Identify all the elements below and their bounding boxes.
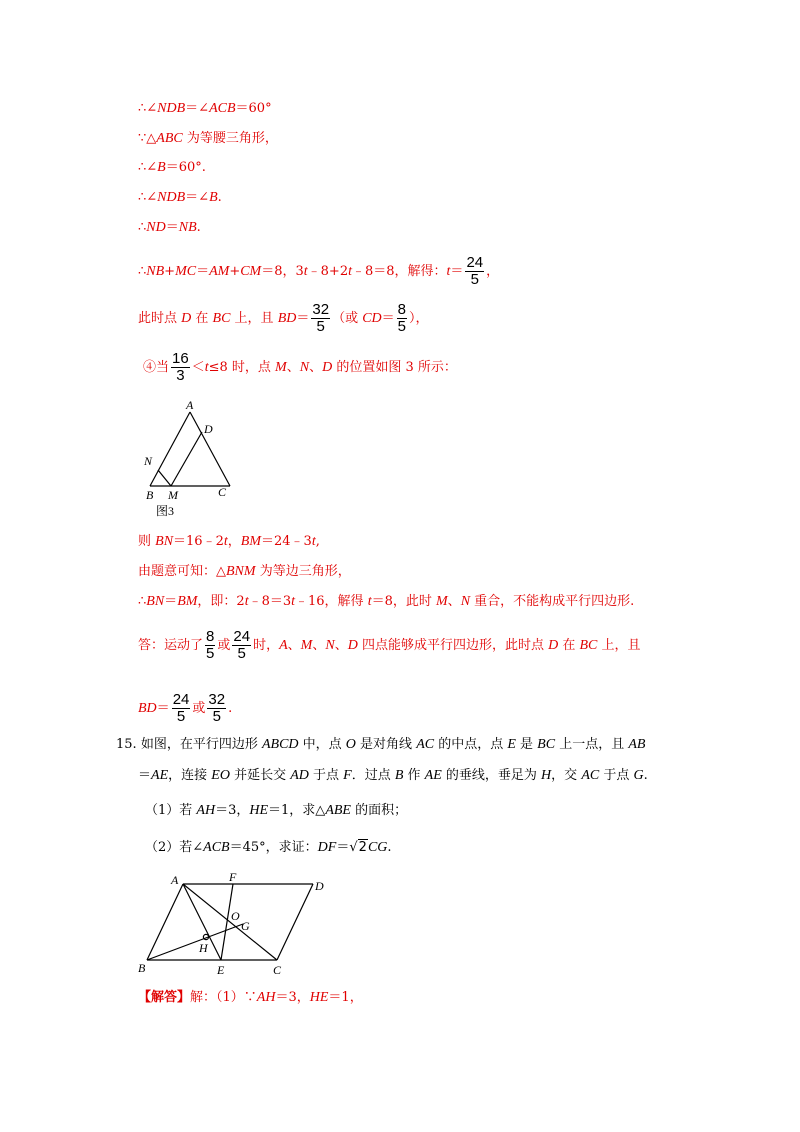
solution-line-6: ∴NB+MC＝AM+CM＝8，3t﹣8+2t﹣8＝8，解得：t＝ $\frac{24}{5}$ ， — [138, 254, 500, 288]
solution-line-8: ④当 $\frac{16}{3}$ ＜t≤8 时，点 M、N、D 的位置如图 3 所示： — [143, 350, 457, 384]
answer-line: 【解答】解：（1）∵AH＝3，HE＝1， — [138, 990, 363, 1005]
label-g: G — [241, 919, 250, 933]
solution-line-13: BD＝ $\frac{24}{5}$ 或 $\frac{32}{5}$ . — [138, 691, 233, 725]
segment-nm — [158, 470, 171, 486]
fraction-32-5: $\frac{32}{5}$ — [208, 691, 226, 725]
label-d: D — [315, 879, 324, 893]
fraction-32-5: $\frac{32}{5}$ — [312, 301, 330, 335]
solution-line-1: ∴∠NDB＝∠ACB＝60° — [138, 101, 272, 116]
solution-line-2: ∵△ABC 为等腰三角形， — [138, 131, 278, 146]
label-b: B — [146, 488, 154, 502]
label-n: N — [144, 454, 153, 468]
segment-ab — [150, 412, 190, 486]
fraction-16-3: $\frac{16}{3}$ — [172, 350, 189, 384]
label-f: F — [229, 870, 237, 884]
answer-tag: 【解答】 — [138, 990, 191, 1005]
label-e: E — [217, 963, 225, 977]
solution-line-11: ∴BN＝BM，即：2t﹣8＝3t﹣16，解得 t＝8，此时 M、N 重合，不能构成平行四边形. — [138, 594, 635, 609]
label-d: D — [204, 422, 213, 436]
label-c: C — [273, 963, 282, 977]
problem-15-question-2: （2）若∠ACB＝45°，求证：DF＝√2CG. — [145, 840, 392, 855]
solution-line-4: ∴∠NDB＝∠B. — [138, 190, 222, 205]
fraction-8-5: $\frac{8}{5}$ — [397, 301, 407, 335]
fraction-24-5: $\frac{24}{5}$ — [466, 254, 484, 288]
solution-line-5: ∴ND＝NB. — [138, 220, 201, 235]
label-c: C — [218, 485, 227, 499]
segment-ac — [183, 884, 277, 960]
solution-line-3: ∴∠B＝60°. — [138, 160, 206, 175]
segment-dc — [277, 884, 313, 960]
label-m: M — [168, 488, 178, 502]
problem-number: 15. — [116, 737, 137, 752]
label-a: A — [171, 873, 179, 887]
parallelogram-figure — [135, 870, 335, 980]
solution-line-10: 由题意可知：△BNM 为等边三角形， — [138, 564, 351, 579]
fraction-8-5: $\frac{8}{5}$ — [206, 628, 215, 662]
problem-15-statement-line-1: 15. 如图，在平行四边形 ABCD 中，点 O 是对角线 AC 的中点，点 E 是 BC 上一点，且 AB — [116, 737, 646, 752]
solution-line-12: 答：运动了 $\frac{8}{5}$ 或 $\frac{24}{5}$ 时，A、M、N、D 四点能够成平行四边形，此时点 D 在 BC 上，且 — [138, 628, 641, 662]
figure-3-triangle — [140, 396, 250, 521]
problem-15-question-1: （1）若 AH＝3，HE＝1，求△ABE 的面积； — [145, 803, 408, 818]
label-o: O — [231, 909, 240, 923]
solution-line-7: 此时点 D 在 BC 上，且 BD＝ $\frac{32}{5}$ （或 CD＝ $\frac{8}{5}$ ）， — [138, 301, 429, 335]
label-b: B — [138, 961, 146, 975]
fraction-24-5: $\frac{24}{5}$ — [172, 691, 190, 725]
sqrt-symbol: √2 — [349, 840, 367, 855]
fraction-24-5: $\frac{24}{5}$ — [233, 628, 251, 662]
problem-15-statement-line-2: ＝AE，连接 EO 并延长交 AD 于点 F．过点 B 作 AE 的垂线，垂足为 H，交 AC 于点 G. — [138, 768, 648, 783]
segment-md — [171, 432, 202, 486]
solution-line-9: 则 BN＝16﹣2t，BM＝24﹣3t, — [138, 534, 320, 549]
figure-caption: 图3 — [156, 504, 175, 518]
label-a: A — [186, 398, 194, 412]
label-h: H — [199, 941, 208, 955]
